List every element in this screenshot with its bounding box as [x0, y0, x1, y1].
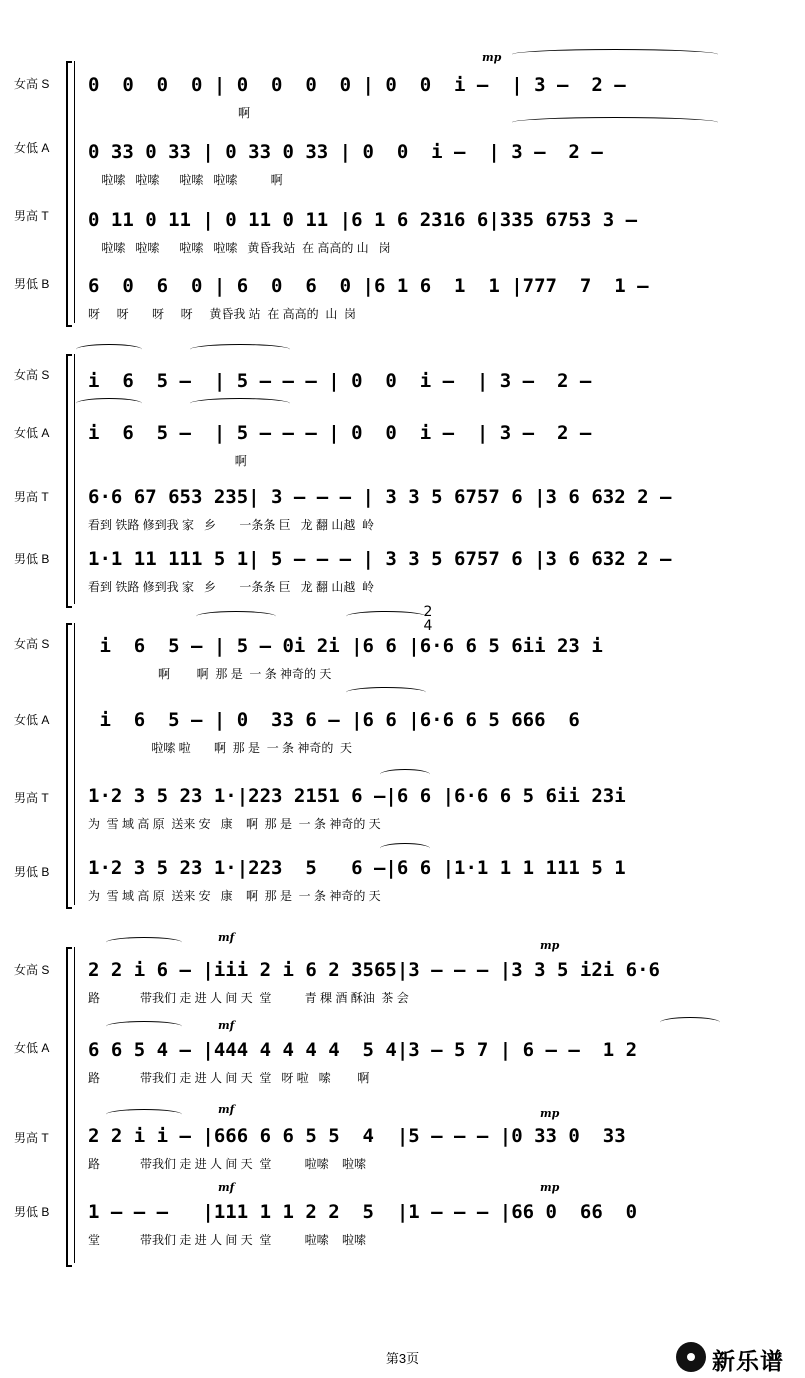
- part-label-tenor: 男高 T: [14, 1131, 49, 1145]
- staff-row: [80, 1121, 725, 1181]
- notes: 6·6 67 653 235| 3 – – – | 3 3 5 6757 6 |3 6 632 2 –: [88, 486, 672, 508]
- part-label-soprano: 女高 S: [14, 77, 50, 91]
- notes: i 6 5 – | 5 – – – | 0 0 i – | 3 – 2 –: [88, 422, 592, 444]
- system-bracket-line: [74, 623, 75, 905]
- lyrics: 看到 铁路 修到我 家 乡 一条条 巨 龙 翻 山越 岭: [88, 518, 375, 532]
- slur: [346, 687, 426, 698]
- slur: [346, 611, 426, 622]
- slur: [76, 398, 142, 409]
- notes: 6 6 5 4 – |444 4 4 4 4 5 4|3 – 5 7 | 6 – – 1 2: [88, 1039, 638, 1061]
- lyrics: 啊: [88, 106, 251, 120]
- notes: 1 – – – |111 1 1 2 2 5 |1 – – – |66 0 66 0: [88, 1201, 638, 1223]
- part-label-soprano: 女高 S: [14, 368, 50, 382]
- dynamic-mf: mf: [218, 931, 235, 944]
- system-brace: [66, 947, 72, 1267]
- notes: 1·2 3 5 23 1·|223 2151 6 –|6 6 |6·6 6 5 6ii 23i: [88, 785, 626, 807]
- system-4: [0, 925, 805, 1265]
- staff-row: [80, 544, 725, 604]
- notes: i 6 5 – | 0 33 6 – |6 6 |6·6 6 5 666 6: [88, 709, 580, 731]
- part-label-tenor: 男高 T: [14, 209, 49, 223]
- dynamic-mf: mf: [218, 1019, 235, 1032]
- part-label-alto: 女低 A: [14, 1041, 50, 1055]
- notes: 1·1 11 111 5 1| 5 – – – | 3 3 5 6757 6 |3 6 632 2 –: [88, 548, 672, 570]
- lyrics: 堂 带我们 走 进 人 间 天 堂 啦嗦 啦嗦: [88, 1233, 367, 1247]
- dynamic-mp: mp: [482, 51, 502, 64]
- system-brace: [66, 354, 72, 608]
- system-bracket-line: [74, 61, 75, 323]
- part-label-alto: 女低 A: [14, 141, 50, 155]
- slur: [106, 1021, 182, 1032]
- lyrics: 啦嗦 啦嗦 啦嗦 啦嗦 黄昏我站 在 高高的 山 岗: [88, 241, 391, 255]
- lyrics: 啊 啊 那 是 一 条 神奇的 天: [88, 667, 332, 681]
- time-signature-top: 2: [423, 604, 433, 620]
- lyrics: 路 带我们 走 进 人 间 天 堂 啦嗦 啦嗦: [88, 1157, 367, 1171]
- lyrics: 看到 铁路 修到我 家 乡 一条条 巨 龙 翻 山越 岭: [88, 580, 375, 594]
- part-label-bass: 男低 B: [14, 1205, 50, 1219]
- site-logo: [676, 1340, 800, 1374]
- part-label-bass: 男低 B: [14, 552, 50, 566]
- staff-row: [80, 1035, 725, 1095]
- slur: [190, 344, 290, 355]
- dynamic-mp: mp: [540, 1181, 560, 1194]
- slur: [106, 1109, 182, 1120]
- system-brace: [66, 61, 72, 327]
- lyrics: 啦嗦 啦 啊 那 是 一 条 神奇的 天: [88, 741, 353, 755]
- time-signature-bottom: 4: [423, 618, 433, 634]
- slur: [106, 937, 182, 948]
- notes: 1·2 3 5 23 1·|223 5 6 –|6 6 |1·1 1 1 111 5 1: [88, 857, 626, 879]
- lyrics: 为 雪 域 高 原 送来 安 康 啊 那 是 一 条 神奇的 天: [88, 817, 381, 831]
- notes: 6 0 6 0 | 6 0 6 0 |6 1 6 1 1 |777 7 1 –: [88, 275, 649, 297]
- lyrics: 路 带我们 走 进 人 间 天 堂 呀 啦 嗦 啊: [88, 1071, 370, 1085]
- part-label-tenor: 男高 T: [14, 490, 49, 504]
- staff-row: [80, 482, 725, 542]
- slur: [512, 49, 718, 60]
- staff-row: [80, 781, 725, 841]
- slur: [512, 117, 718, 128]
- staff-row: [80, 366, 725, 426]
- notes: i 6 5 – | 5 – – – | 0 0 i – | 3 – 2 –: [88, 370, 592, 392]
- lyrics: 为 雪 域 高 原 送来 安 康 啊 那 是 一 条 神奇的 天: [88, 889, 381, 903]
- notes: 2 2 i i – |666 6 6 5 5 4 |5 – – – |0 33 0 33: [88, 1125, 626, 1147]
- notes: 0 33 0 33 | 0 33 0 33 | 0 0 i – | 3 – 2 –: [88, 141, 603, 163]
- notes: 2 2 i 6 – |iii 2 i 6 2 3565|3 – – – |3 3 5 i2i 6·6: [88, 959, 660, 981]
- dynamic-mf: mf: [218, 1103, 235, 1116]
- part-label-tenor: 男高 T: [14, 791, 49, 805]
- staff-row: [80, 1197, 725, 1257]
- part-label-soprano: 女高 S: [14, 637, 50, 651]
- notes: i 6 5 – | 5 – 0i 2i |6 6 |6·6 6 5 6ii 23 i: [88, 635, 603, 657]
- staff-row: [80, 631, 725, 691]
- staff-row: [80, 955, 725, 1015]
- system-bracket-line: [74, 947, 75, 1263]
- part-label-alto: 女低 A: [14, 713, 50, 727]
- system-brace: [66, 623, 72, 909]
- lyrics: 啊: [88, 454, 247, 468]
- slur: [190, 398, 290, 409]
- part-label-alto: 女低 A: [14, 426, 50, 440]
- system-bracket-line: [74, 354, 75, 604]
- dynamic-mf: mf: [218, 1181, 235, 1194]
- system-2: [0, 340, 805, 610]
- notes: 0 11 0 11 | 0 11 0 11 |6 1 6 2316 6|335 6753 3 –: [88, 209, 638, 231]
- part-label-soprano: 女高 S: [14, 963, 50, 977]
- staff-row: [80, 271, 725, 331]
- part-label-bass: 男低 B: [14, 277, 50, 291]
- staff-row: [80, 137, 725, 197]
- dynamic-mp: mp: [540, 939, 560, 952]
- dynamic-mp: mp: [540, 1107, 560, 1120]
- staff-row: [80, 205, 725, 265]
- part-label-bass: 男低 B: [14, 865, 50, 879]
- staff-row: [80, 705, 725, 765]
- logo-text: 新乐谱: [712, 1348, 784, 1374]
- staff-row: [80, 418, 725, 478]
- slur: [76, 344, 142, 355]
- slur: [660, 1017, 720, 1028]
- staff-row: [80, 853, 725, 913]
- slur: [196, 611, 276, 622]
- lyrics: 路 带我们 走 进 人 间 天 堂 青 稞 酒 酥油 茶 会: [88, 991, 409, 1005]
- lyrics: 呀 呀 呀 呀 黄昏我 站 在 高高的 山 岗: [88, 307, 357, 321]
- page-number: 第3页: [385, 1351, 420, 1366]
- disc-icon: [676, 1342, 706, 1372]
- slur: [380, 769, 430, 780]
- notes: 0 0 0 0 | 0 0 0 0 | 0 0 i – | 3 – 2 –: [88, 74, 626, 96]
- lyrics: 啦嗦 啦嗦 啦嗦 啦嗦 啊: [88, 173, 283, 187]
- system-1: [0, 45, 805, 325]
- system-3: [0, 605, 805, 910]
